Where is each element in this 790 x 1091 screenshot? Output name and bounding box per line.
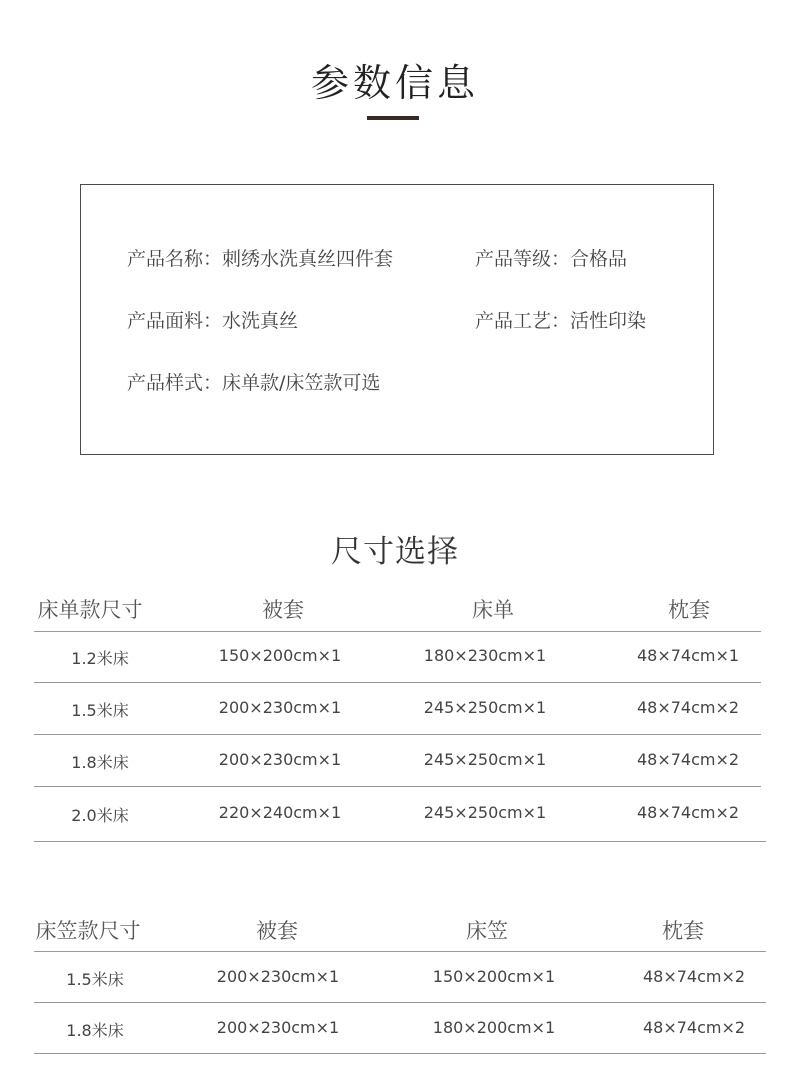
table-cell: 1.5米床 <box>71 701 129 720</box>
table-cell: 1.8米床 <box>71 753 129 772</box>
sheet-header-duvet: 被套 <box>262 598 304 622</box>
table-cell: 48×74cm×2 <box>636 750 740 769</box>
sheet-header-pillowcase: 枕套 <box>668 598 710 622</box>
size-section-title: 尺寸选择 <box>331 534 459 570</box>
table-cell: 2.0米床 <box>71 806 129 825</box>
fitted-header-duvet: 被套 <box>256 919 298 943</box>
row-divider <box>34 682 761 683</box>
table-cell: 200×230cm×1 <box>218 750 342 769</box>
table-cell: 245×250cm×1 <box>423 803 547 822</box>
title-underline <box>367 116 419 120</box>
table-cell: 48×74cm×2 <box>636 698 740 717</box>
table-cell: 48×74cm×2 <box>642 967 746 986</box>
table-cell: 1.2米床 <box>71 649 129 668</box>
table-cell: 1.5米床 <box>66 970 124 989</box>
fitted-header-fitted-sheet: 床笠 <box>466 919 508 943</box>
table-cell: 200×230cm×1 <box>216 967 340 986</box>
row-divider <box>34 786 761 787</box>
param-product-grade: 产品等级：合格品 <box>475 248 628 270</box>
table-cell: 48×74cm×2 <box>642 1018 746 1037</box>
fitted-header-size: 床笠款尺寸 <box>35 919 141 943</box>
table-cell: 245×250cm×1 <box>423 750 547 769</box>
row-divider <box>34 734 761 735</box>
table-cell: 150×200cm×1 <box>218 646 342 665</box>
table-cell: 180×230cm×1 <box>423 646 547 665</box>
table-cell: 48×74cm×1 <box>636 646 740 665</box>
sheet-header-size: 床单款尺寸 <box>37 598 143 622</box>
table-cell: 180×200cm×1 <box>432 1018 556 1037</box>
row-divider <box>34 1002 766 1003</box>
page-title: 参数信息 <box>310 61 479 105</box>
row-divider <box>34 1053 766 1054</box>
table-cell: 200×230cm×1 <box>216 1018 340 1037</box>
fitted-header-pillowcase: 枕套 <box>662 919 704 943</box>
row-divider <box>34 841 766 842</box>
table-cell: 220×240cm×1 <box>218 803 342 822</box>
param-product-style: 产品样式：床单款/床笠款可选 <box>127 372 381 394</box>
param-product-fabric: 产品面料：水洗真丝 <box>127 310 299 332</box>
row-divider <box>34 631 761 632</box>
sheet-header-sheet: 床单 <box>472 598 514 622</box>
table-cell: 200×230cm×1 <box>218 698 342 717</box>
table-cell: 48×74cm×2 <box>636 803 740 822</box>
param-product-name: 产品名称：刺绣水洗真丝四件套 <box>127 248 394 270</box>
table-cell: 1.8米床 <box>66 1021 124 1040</box>
table-cell: 245×250cm×1 <box>423 698 547 717</box>
row-divider <box>34 951 766 952</box>
param-product-craft: 产品工艺：活性印染 <box>475 310 647 332</box>
table-cell: 150×200cm×1 <box>432 967 556 986</box>
